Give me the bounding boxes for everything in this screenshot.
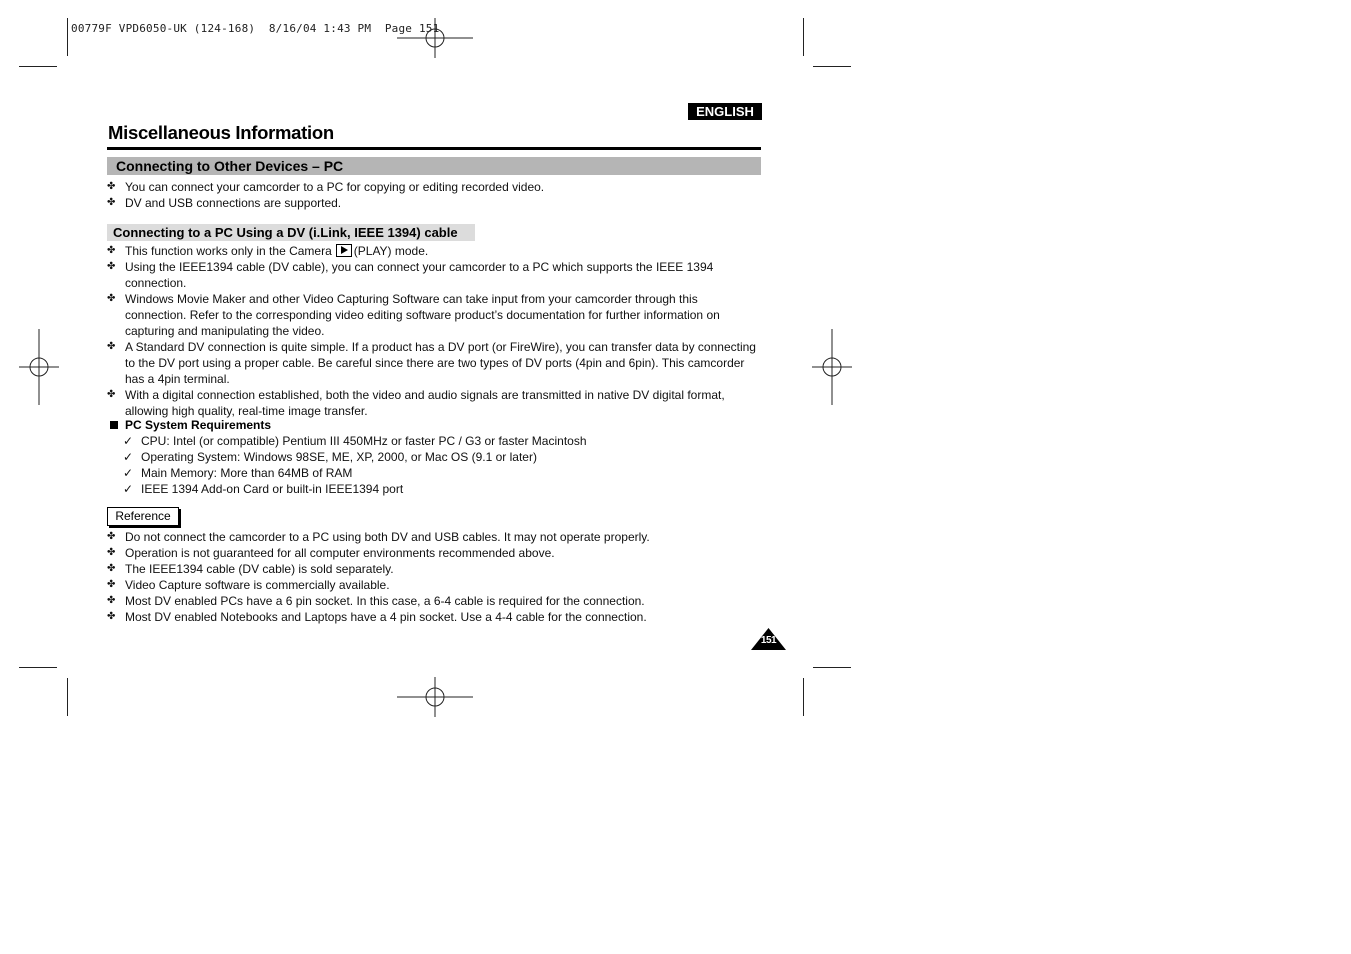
cross-bullet-icon: ✤ [107, 197, 116, 208]
registration-mark-icon [812, 329, 852, 405]
subsection-title: Connecting to a PC Using a DV (i.Link, IEEE 1394) cable [113, 225, 458, 240]
cross-bullet-icon: ✤ [107, 389, 116, 400]
registration-mark-icon [19, 329, 59, 405]
crop-mark [813, 66, 851, 67]
print-header: 00779F VPD6050-UK (124-168) 8/16/04 1:43 PM Page 151 [71, 22, 440, 35]
cross-bullet-icon: ✤ [107, 563, 116, 574]
list-item: ✓ Main Memory: More than 64MB of RAM [123, 466, 353, 480]
subsection-bullet-list [107, 243, 759, 419]
list-item: ✓ IEEE 1394 Add-on Card or built-in IEEE1394 port [123, 482, 404, 496]
checkmark-icon: ✓ [123, 450, 134, 464]
list-item: ✤ Windows Movie Maker and other Video Capturing Software can take input from your camcorder through this connection. Refer to the corresponding video editing software product’s documentation for further information on capturing and manipulating the video. [107, 292, 720, 338]
list-item: ✤ With a digital connection established, both the video and audio signals are transmitted in native DV digital format, allowing high quality, real-time image transfer. [107, 388, 725, 418]
crop-mark [67, 678, 68, 716]
reference-label: Reference [107, 507, 179, 526]
section-heading-bar [107, 157, 761, 175]
square-bullet-icon [110, 421, 118, 429]
list-item: ✤ You can connect your camcorder to a PC for copying or editing recorded video. [107, 180, 545, 194]
play-mode-icon [336, 244, 352, 257]
crop-mark [813, 667, 851, 668]
checkmark-icon: ✓ [123, 434, 134, 448]
page-title: Miscellaneous Information [108, 122, 334, 143]
list-item: ✤ DV and USB connections are supported. [107, 196, 342, 210]
list-item: ✤ A Standard DV connection is quite simple. If a product has a DV port (or FireWire), you can transfer data by connecting to the DV port using a proper cable. Be careful since there are two types of DV ports (4pin and 6pin). This camcorder has a 4pin terminal. [107, 340, 756, 386]
crop-mark [67, 18, 68, 56]
list-item: ✤ Using the IEEE1394 cable (DV cable), you can connect your camcorder to a PC which supports the IEEE 1394 connection. [107, 260, 714, 290]
cross-bullet-icon: ✤ [107, 547, 116, 558]
subsection-heading-bar [107, 224, 475, 241]
list-item: ✤ Operation is not guaranteed for all computer environments recommended above. [107, 546, 555, 560]
list-item: ✤ Most DV enabled Notebooks and Laptops have a 4 pin socket. Use a 4-4 cable for the connection. [107, 610, 647, 624]
page-number [751, 628, 786, 650]
cross-bullet-icon: ✤ [107, 245, 116, 256]
section-bullet-list [107, 179, 767, 211]
reference-bullet-list [107, 529, 767, 625]
cross-bullet-icon: ✤ [107, 595, 116, 606]
cross-bullet-icon: ✤ [107, 293, 116, 304]
language-badge: ENGLISH [688, 103, 762, 120]
list-item: ✤ Do not connect the camcorder to a PC using both DV and USB cables. It may not operate properly. [107, 530, 650, 544]
requirements-list [123, 433, 587, 497]
list-item: ✤ Video Capture software is commercially available. [107, 578, 390, 592]
crop-mark [19, 66, 57, 67]
list-item: ✓ CPU: Intel (or compatible) Pentium III 450MHz or faster PC / G3 or faster Macintosh [123, 434, 587, 448]
requirements-heading: PC System Requirements [110, 418, 271, 432]
list-item: ✤ The IEEE1394 cable (DV cable) is sold separately. [107, 562, 394, 576]
cross-bullet-icon: ✤ [107, 261, 116, 272]
checkmark-icon: ✓ [123, 466, 134, 480]
registration-mark-icon [397, 677, 473, 717]
cross-bullet-icon: ✤ [107, 531, 116, 542]
section-title: Connecting to Other Devices – PC [116, 158, 344, 174]
crop-mark [803, 18, 804, 56]
crop-mark [19, 667, 57, 668]
cross-bullet-icon: ✤ [107, 181, 116, 192]
title-divider [107, 147, 761, 150]
list-item: ✤ This function works only in the Camera (PLAY) mode. [107, 244, 429, 258]
list-item: ✤ Most DV enabled PCs have a 6 pin socket. In this case, a 6-4 cable is required for the connection. [107, 594, 645, 608]
list-item: ✓ Operating System: Windows 98SE, ME, XP, 2000, or Mac OS (9.1 or later) [123, 450, 537, 464]
checkmark-icon: ✓ [123, 482, 134, 496]
page-number-label: 151 [760, 635, 777, 646]
cross-bullet-icon: ✤ [107, 579, 116, 590]
cross-bullet-icon: ✤ [107, 611, 116, 622]
cross-bullet-icon: ✤ [107, 341, 116, 352]
crop-mark [803, 678, 804, 716]
